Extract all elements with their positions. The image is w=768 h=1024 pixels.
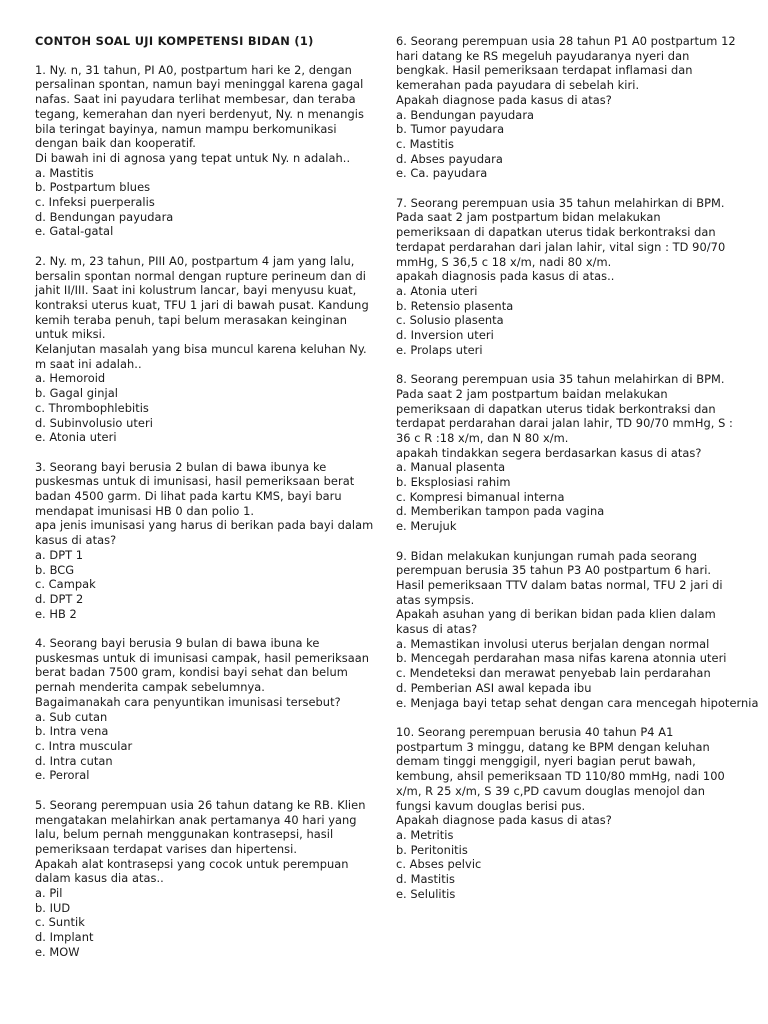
- question-9: [396, 548, 759, 711]
- answer-option: b. BCG: [35, 562, 75, 577]
- answer-option: e. Peroral: [35, 768, 90, 783]
- answer-option: e. HB 2: [35, 606, 77, 621]
- question-prompt: Apakah asuhan yang di berikan bidan pada klien dalam kasus di atas?: [396, 607, 716, 637]
- answer-option: b. Postpartum blues: [35, 180, 151, 195]
- answer-option: b. Mencegah perdarahan masa nifas karena atonnia uteri: [396, 651, 727, 666]
- question-stem: 4. Seorang bayi berusia 9 bulan di bawa ibuna ke puskesmas untuk di imunisasi campak, hasil pemeriksaan berat badan 7500 gram, kondisi bayi sehat dan belum pernah menderita campak sebelumnya.: [35, 636, 370, 695]
- answer-option: c. Suntik: [35, 915, 85, 930]
- question-1: [35, 63, 375, 239]
- answer-option: c. Kompresi bimanual interna: [396, 489, 565, 504]
- question-prompt: Apakah alat kontrasepsi yang cocok untuk perempuan dalam kasus dia atas..: [35, 856, 349, 886]
- answer-option: b. Gagal ginjal: [35, 386, 118, 401]
- question-stem: 10. Seorang perempuan berusia 40 tahun P4 A1 postpartum 3 minggu, datang ke BPM dengan keluhan demam tinggi menggigil, nyeri bagian perut bawah, kembung, ahsil pemeriksaan TD 110/80 mmHg, nadi 100 x/m, R 25 x/m, S 39 c,PD cavum douglas menojol dan fungsi kavum douglas berisi pus.: [396, 724, 725, 813]
- question-6: [396, 34, 736, 181]
- question-stem: 8. Seorang perempuan usia 35 tahun melahirkan di BPM. Pada saat 2 jam postpartum baidan melakukan pemeriksaan di dapatkan uterus tidak berkontraksi dan terdapat perdarahan darai jalan lahir, TD 90/70 mmHg, S : 36 c R :18 x/m, dan N 80 x/m.: [396, 372, 733, 445]
- question-4: [35, 636, 375, 783]
- answer-option: c. Intra muscular: [35, 739, 133, 753]
- question-prompt: apakah diagnosis pada kasus di atas..: [396, 269, 615, 284]
- question-stem: 6. Seorang perempuan usia 28 tahun P1 A0 postpartum 12 hari datang ke RS megeluh payudaranya nyeri dan bengkak. Hasil pemeriksaan terdapat inflamasi dan kemerahan pada payudara di sebelah kiri.: [396, 34, 736, 93]
- question-2: [35, 254, 375, 445]
- answer-option: a. Bendungan payudara: [396, 107, 535, 122]
- answer-option: e. MOW: [35, 944, 80, 959]
- answer-option: d. Abses payudara: [396, 151, 503, 166]
- question-stem: 5. Seorang perempuan usia 26 tahun datang ke RB. Klien mengatakan melahirkan anak pertamanya 40 hari yang lalu, belum pernah menggunakan kontrasepsi, hasil pemeriksaan terdapat varises dan hipertensi.: [35, 797, 366, 856]
- answer-option: c. Campak: [35, 577, 96, 592]
- answer-option: d. DPT 2: [35, 591, 84, 606]
- answer-option: a. Mastitis: [35, 165, 94, 180]
- answer-option: b. Intra vena: [35, 724, 109, 739]
- answer-option: e. Atonia uteri: [35, 430, 117, 445]
- answer-option: c. Mastitis: [396, 136, 454, 151]
- answer-option: a. Sub cutan: [35, 709, 108, 724]
- question-5: [35, 798, 375, 960]
- answer-option: d. Intra cutan: [35, 753, 113, 768]
- answer-option: c. Mendeteksi dan merawat penyebab lain perdarahan: [396, 666, 711, 681]
- answer-option: b. Tumor payudara: [396, 122, 505, 137]
- answer-option: b. Peritonitis: [396, 842, 468, 857]
- answer-option: a. Pil: [35, 886, 63, 901]
- answer-option: c. Solusio plasenta: [396, 313, 504, 328]
- answer-option: a. DPT 1: [35, 547, 84, 562]
- question-prompt: Apakah diagnose pada kasus di atas?: [396, 813, 612, 828]
- right-question-list: [396, 34, 759, 901]
- question-prompt: Kelanjutan masalah yang bisa muncul karena keluhan Ny. m saat ini adalah..: [35, 342, 367, 371]
- question-stem: 1. Ny. n, 31 tahun, PI A0, postpartum hari ke 2, dengan persalinan spontan, namun bayi meninggal karena gagal nafas. Saat ini payudara terlihat membesar, dan teraba tegang, kemerahan dan nyeri berdenyut, Ny. n menangis bila teringat bayinya, namun mampu berkomunikasi dengan baik dan kooperatif.: [35, 62, 364, 151]
- question-prompt: Bagaimanakah cara penyuntikan imunisasi tersebut?: [35, 694, 341, 709]
- question-stem: 3. Seorang bayi berusia 2 bulan di bawa ibunya ke puskesmas untuk di imunisasi, hasil pemeriksaan berat badan 4500 garm. Di lihat pada kartu KMS, bayi baru mendapat imunisasi HB 0 dan polio 1.: [35, 459, 355, 518]
- answer-option: e. Gatal-gatal: [35, 224, 114, 239]
- question-3: [35, 460, 375, 622]
- answer-option: b. Retensio plasenta: [396, 298, 514, 313]
- left-column: [35, 34, 375, 974]
- question-prompt: Apakah diagnose pada kasus di atas?: [396, 92, 612, 107]
- answer-option: a. Metritis: [396, 827, 454, 842]
- answer-option: a. Manual plasenta: [396, 460, 506, 475]
- right-column: [396, 34, 759, 916]
- answer-option: c. Abses pelvic: [396, 857, 482, 872]
- question-8: [396, 372, 736, 534]
- question-stem: 2. Ny. m, 23 tahun, PIII A0, postpartum 4 jam yang lalu, bersalin spontan normal dengan rupture perineum dan di jahit II/III. Saat ini kolustrum lancar, bayi menyusu kuat, kontraksi uterus kuat, TFU 1 jari di bawah pusat. Kandung kemih teraba penuh, tapi belum merasakan keinginan untuk miksi.: [35, 253, 369, 342]
- answer-option: a. Memastikan involusi uterus berjalan dengan normal: [396, 636, 710, 651]
- answer-option: d. Implant: [35, 930, 94, 945]
- answer-option: d. Pemberian ASI awal kepada ibu: [396, 680, 592, 695]
- answer-option: e. Selulitis: [396, 886, 456, 901]
- answer-option: e. Ca. payudara: [396, 166, 488, 181]
- answer-option: d. Bendungan payudara: [35, 209, 174, 224]
- answer-option: c. Infeksi puerperalis: [35, 195, 155, 210]
- answer-option: e. Prolaps uteri: [396, 342, 483, 357]
- answer-option: a. Hemoroid: [35, 371, 106, 386]
- answer-option: a. Atonia uteri: [396, 283, 478, 298]
- question-prompt: Di bawah ini di agnosa yang tepat untuk Ny. n adalah..: [35, 150, 351, 165]
- question-prompt: apakah tindakkan segera berdasarkan kasus di atas?: [396, 445, 702, 460]
- answer-option: e. Menjaga bayi tetap sehat dengan cara mencegah hipoternia: [396, 695, 759, 710]
- answer-option: d. Mastitis: [396, 872, 455, 887]
- question-stem: 9. Bidan melakukan kunjungan rumah pada seorang perempuan berusia 35 tahun P3 A0 postpartum 6 hari. Hasil pemeriksaan TTV dalam batas normal, TFU 2 jari di atas sympsis.: [396, 548, 723, 607]
- left-question-list: [35, 63, 375, 960]
- answer-option: c. Thrombophlebitis: [35, 400, 149, 415]
- question-10: [396, 725, 736, 901]
- answer-option: b. Eksplosiasi rahim: [396, 475, 511, 490]
- answer-option: d. Memberikan tampon pada vagina: [396, 504, 605, 519]
- answer-option: d. Inversion uteri: [396, 328, 494, 343]
- answer-option: d. Subinvolusio uteri: [35, 415, 153, 430]
- question-7: [396, 196, 736, 358]
- document-title: CONTOH SOAL UJI KOMPETENSI BIDAN (1): [35, 34, 314, 48]
- answer-option: b. IUD: [35, 900, 71, 915]
- question-prompt: apa jenis imunisasi yang harus di berikan pada bayi dalam kasus di atas?: [35, 518, 374, 548]
- answer-option: e. Merujuk: [396, 519, 457, 534]
- question-stem: 7. Seorang perempuan usia 35 tahun melahirkan di BPM. Pada saat 2 jam postpartum bidan melakukan pemeriksaan di dapatkan uterus tidak berkontraksi dan terdapat perdarahan dari jalan lahir, vital sign : TD 90/70 mmHg, S 36,5 c 18 x/m, nadi 80 x/m.: [396, 195, 726, 269]
